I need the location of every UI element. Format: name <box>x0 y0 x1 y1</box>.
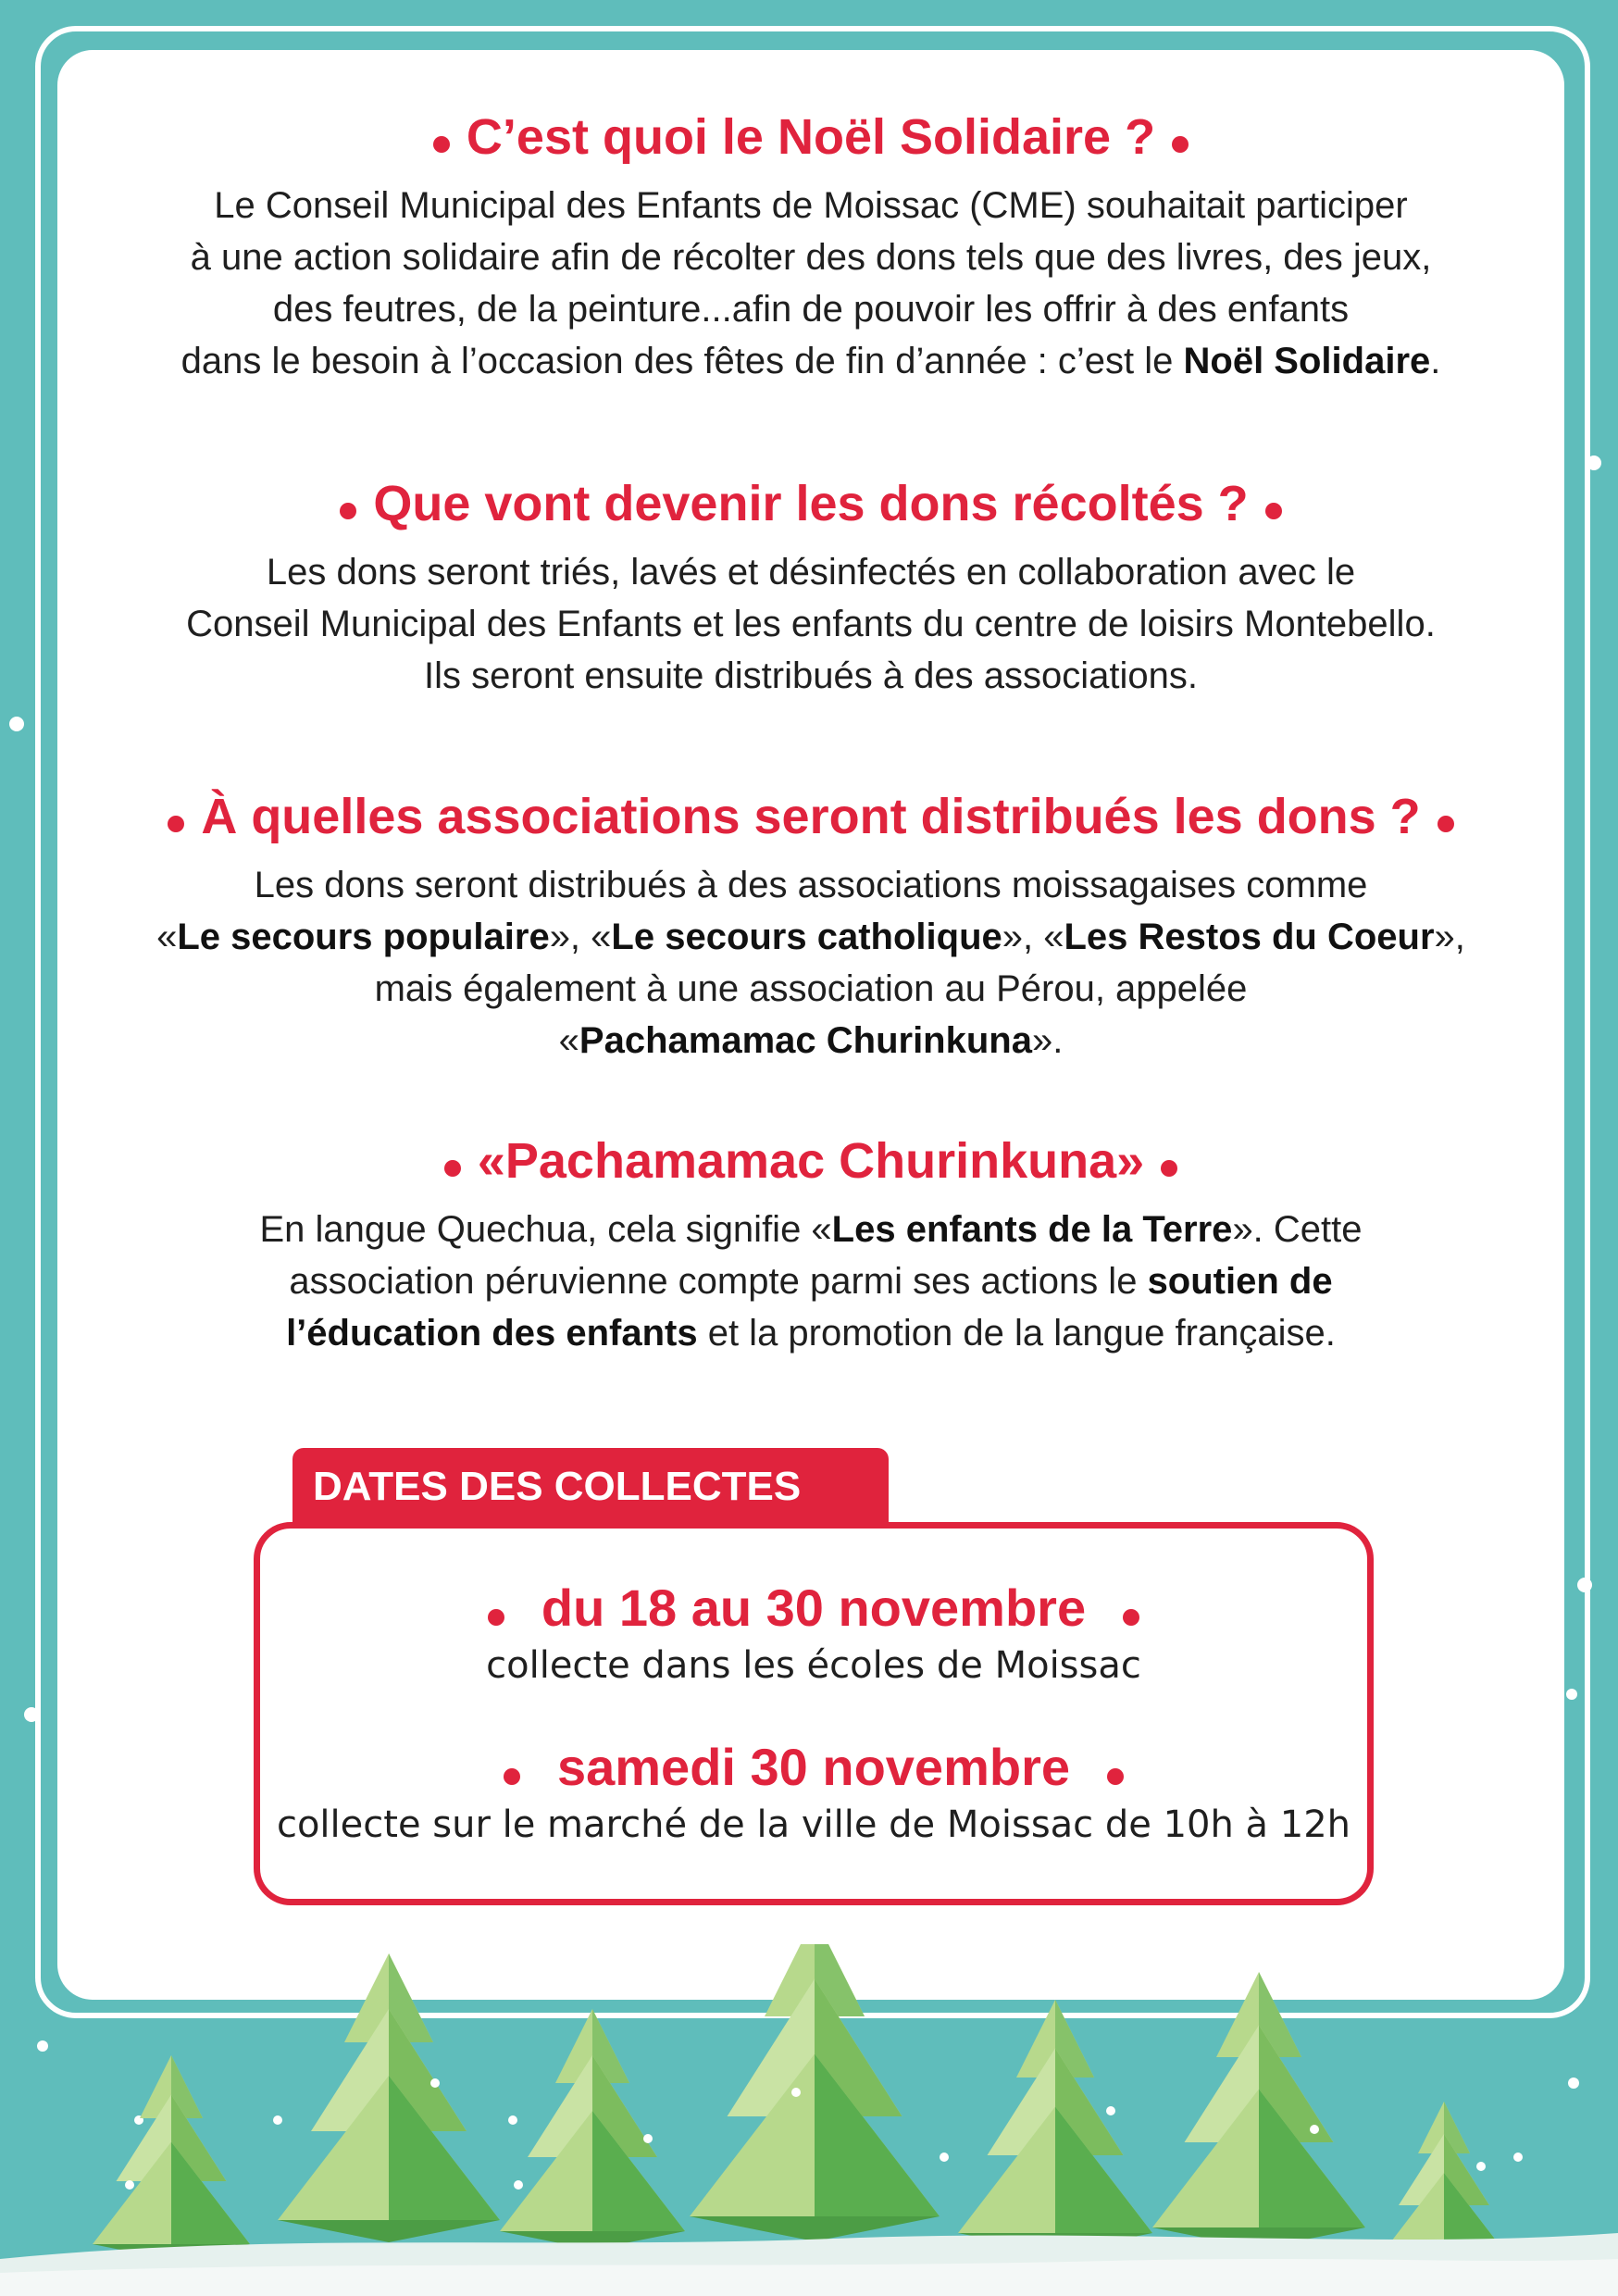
body-line <box>57 911 1564 963</box>
text-run: », « <box>549 917 612 957</box>
body-line: Le Conseil Municipal des Enfants de Moissac (CME) souhaitait participer <box>214 185 1408 226</box>
body-line: Conseil Municipal des Enfants et les enfants du centre de loisirs Montebello. <box>186 604 1436 644</box>
body-line: des feutres, de la peinture...afin de pouvoir les offrir à des enfants <box>272 289 1350 330</box>
text-run: . <box>1430 341 1441 381</box>
text-run: En langue Quechua, cela signifie « <box>259 1209 832 1250</box>
date-description: collecte sur le marché de la ville de Moissac de 10h à 12h <box>276 1803 1351 1846</box>
bullet-dot <box>340 503 356 519</box>
section-noel-solidaire <box>57 107 1564 387</box>
date-text: samedi 30 novembre <box>556 1738 1071 1796</box>
tree-icon <box>93 2055 250 2260</box>
date-title <box>260 1578 1367 1638</box>
tree-icon <box>690 1944 940 2241</box>
collectes-box <box>254 1522 1374 1905</box>
body-line <box>57 1255 1564 1307</box>
section-heading <box>57 787 1564 846</box>
bullet-dot <box>444 1160 461 1177</box>
bold-text: soutien de <box>1147 1261 1333 1302</box>
section-pachamamac <box>57 1131 1564 1359</box>
body-line <box>57 1307 1564 1359</box>
section-body <box>57 859 1564 1067</box>
text-run: ». Cette <box>1232 1209 1363 1250</box>
section-body <box>57 1204 1564 1359</box>
body-line: Ils seront ensuite distribués à des associations. <box>424 655 1198 696</box>
text-run: et la promotion de la langue française. <box>697 1313 1336 1354</box>
heading-text: C’est quoi le Noël Solidaire ? <box>466 109 1156 165</box>
bold-text: Les enfants de la Terre <box>831 1209 1233 1250</box>
date-description: collecte dans les écoles de Moissac <box>486 1644 1141 1687</box>
section-associations <box>57 787 1564 1067</box>
section-dons-recoltes <box>57 474 1564 702</box>
body-line: mais également à une association au Pérou, appelée <box>374 968 1248 1009</box>
bullet-dot <box>1172 136 1189 153</box>
section-heading <box>57 1131 1564 1191</box>
body-line: Les dons seront distribués à des associations moissagaises comme <box>254 865 1368 905</box>
body-line <box>57 1015 1564 1067</box>
section-body <box>57 180 1564 387</box>
bullet-dot <box>1107 1768 1124 1785</box>
heading-text: «Pachamamac Churinkuna» <box>477 1133 1145 1189</box>
date-text: du 18 au 30 novembre <box>541 1578 1087 1637</box>
body-line: à une action solidaire afin de récolter des dons tels que des livres, des jeux, <box>190 237 1432 278</box>
section-body <box>57 546 1564 702</box>
text-run: ». <box>1031 1020 1064 1061</box>
tree-icon <box>958 2000 1152 2252</box>
text-run: association péruvienne compte parmi ses actions le <box>289 1261 1148 1302</box>
bullet-dot <box>1123 1609 1139 1626</box>
collectes-tab-label: DATES DES COLLECTES <box>292 1448 889 1526</box>
bullet-dot <box>504 1768 520 1785</box>
bold-text: l’éducation des enfants <box>286 1313 698 1354</box>
association-name: Les Restos du Coeur <box>1064 917 1435 957</box>
body-line <box>57 335 1564 387</box>
heading-text: Que vont devenir les dons récoltés ? <box>373 476 1249 531</box>
heading-text: À quelles associations seront distribués les dons ? <box>201 789 1421 844</box>
bullet-dot <box>488 1609 504 1626</box>
text-run: « <box>558 1020 579 1061</box>
body-line <box>57 1204 1564 1255</box>
bold-text: Noël Solidaire <box>1183 341 1431 381</box>
text-run: dans le besoin à l’occasion des fêtes de fin d’année : c’est le <box>180 341 1184 381</box>
tree-icon <box>278 1953 500 2242</box>
section-heading <box>57 474 1564 533</box>
association-name: Le secours populaire <box>177 917 550 957</box>
tree-icon <box>500 2009 685 2250</box>
tree-icon <box>1152 1972 1365 2249</box>
bullet-dot <box>1161 1160 1177 1177</box>
bullet-dot <box>1265 503 1282 519</box>
date-title <box>260 1738 1367 1797</box>
association-name: Pachamamac Churinkuna <box>579 1020 1032 1061</box>
section-heading <box>57 107 1564 167</box>
christmas-trees-illustration <box>0 1944 1618 2296</box>
bullet-dot <box>1438 816 1454 832</box>
text-run: « <box>156 917 178 957</box>
bullet-dot <box>433 136 450 153</box>
text-run: », <box>1434 917 1465 957</box>
association-name: Le secours catholique <box>611 917 1002 957</box>
bullet-dot <box>168 816 184 832</box>
body-line: Les dons seront triés, lavés et désinfectés en collaboration avec le <box>266 552 1356 593</box>
text-run: », « <box>1002 917 1064 957</box>
